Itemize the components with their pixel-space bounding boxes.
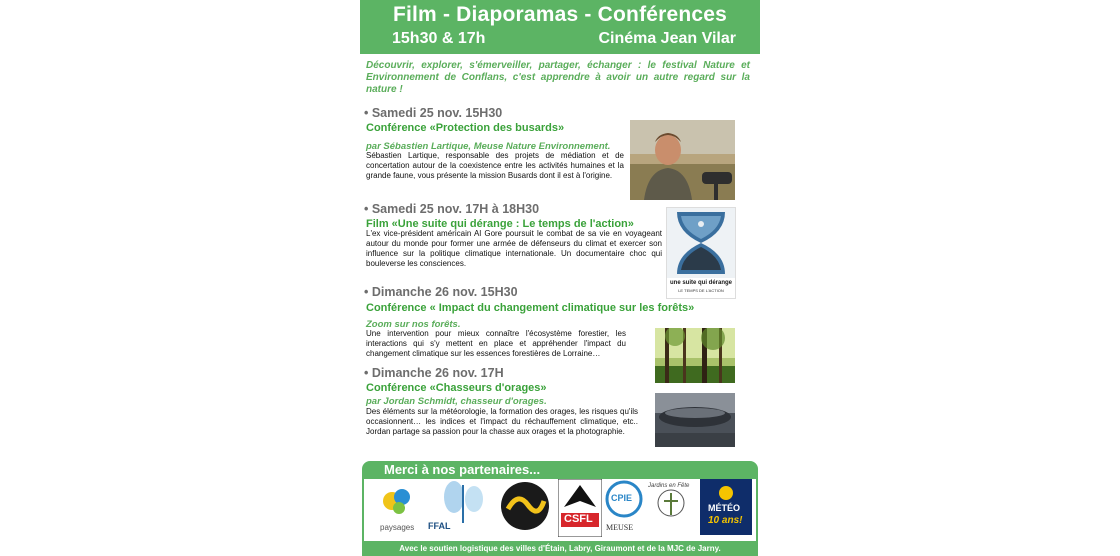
poster-subtitle: LE TEMPS DE L'ACTION	[678, 288, 724, 293]
jardin-logo: Jardins en Fête	[646, 479, 696, 539]
event-subtitle: Zoom sur nos forêts.	[366, 319, 461, 330]
cpie-logo: CPIE MEUSE	[604, 479, 644, 539]
event-title: Conférence «Protection des busards»	[366, 122, 565, 134]
ffal-logo: FFAL	[424, 479, 494, 539]
poster-title: une suite qui dérange	[669, 280, 732, 286]
venue-name: Cinéma Jean Vilar	[598, 30, 736, 47]
speaker-photo	[630, 120, 735, 200]
intro-text: Découvrir, explorer, s'émerveiller, partager, échanger : le festival Nature et Environnement de Conflans, c'est apprendre à avoir un autre regard sur la nature !	[366, 60, 750, 95]
film-poster	[666, 207, 736, 299]
event-title: Film «Une suite qui dérange : Le temps de l'action»	[366, 218, 634, 230]
partners-banner	[362, 461, 758, 479]
storm-photo	[655, 393, 735, 447]
event-date: • Dimanche 26 nov. 15H30	[364, 285, 518, 299]
snake-logo	[498, 479, 552, 539]
csfl-logo: CSFL	[558, 479, 602, 539]
event-description: Une intervention pour mieux connaître l'écosystème forestier, les interactions qui s'y mettent en place et appréhender l'impact du changement climatique sur les essences forestières de Lorraine…	[366, 329, 626, 358]
flyer-title: Film - Diaporamas - Conférences	[392, 3, 728, 26]
event-description: Des éléments sur la météorologie, la formation des orages, les risques qu'ils occasionnent… les indices et l'impact du réchauffement climatique, etc.. Jordan partage sa passion pour la chasse aux orages et la photographie.	[366, 407, 638, 436]
event-description: Sébastien Lartique, responsable des projets de médiation et de concertation autour de la coexistence entre les activités humaines et la grande faune, vous présente la mission Busards dont il est à l'origine.	[366, 151, 624, 180]
paysages-logo: paysages	[372, 479, 424, 539]
event-speaker: par Jordan Schmidt, chasseur d'orages.	[366, 396, 547, 407]
flyer-page	[360, 0, 760, 556]
header-banner	[360, 0, 760, 54]
partners-logos	[362, 479, 758, 541]
event-title: Conférence «Chasseurs d'orages»	[366, 382, 547, 394]
event-date: • Samedi 25 nov. 17H à 18H30	[364, 202, 540, 216]
event-speaker: par Sébastien Lartique, Meuse Nature Environnement.	[366, 141, 611, 152]
event-date: • Samedi 25 nov. 15H30	[364, 106, 503, 120]
footer-credits: Avec le soutien logistique des villes d'Étain, Labry, Giraumont et de la MJC de Jarny.	[362, 541, 758, 556]
meteo-logo: MÉTÉO 10 ans!	[700, 479, 752, 539]
event-date: • Dimanche 26 nov. 17H	[364, 366, 504, 380]
show-times: 15h30 & 17h	[392, 30, 486, 47]
forest-photo	[655, 328, 735, 383]
partners-title: Merci à nos partenaires...	[384, 462, 541, 477]
event-description: L'ex vice-président américain Al Gore poursuit le combat de sa vie en voyageant autour du monde pour former une armée de défenseurs du climat et exercer son influence sur la politique climatique internationale. Un documentaire choc qui bouleverse les consciences.	[366, 229, 662, 268]
event-title: Conférence « Impact du changement climatique sur les forêts»	[366, 302, 695, 314]
